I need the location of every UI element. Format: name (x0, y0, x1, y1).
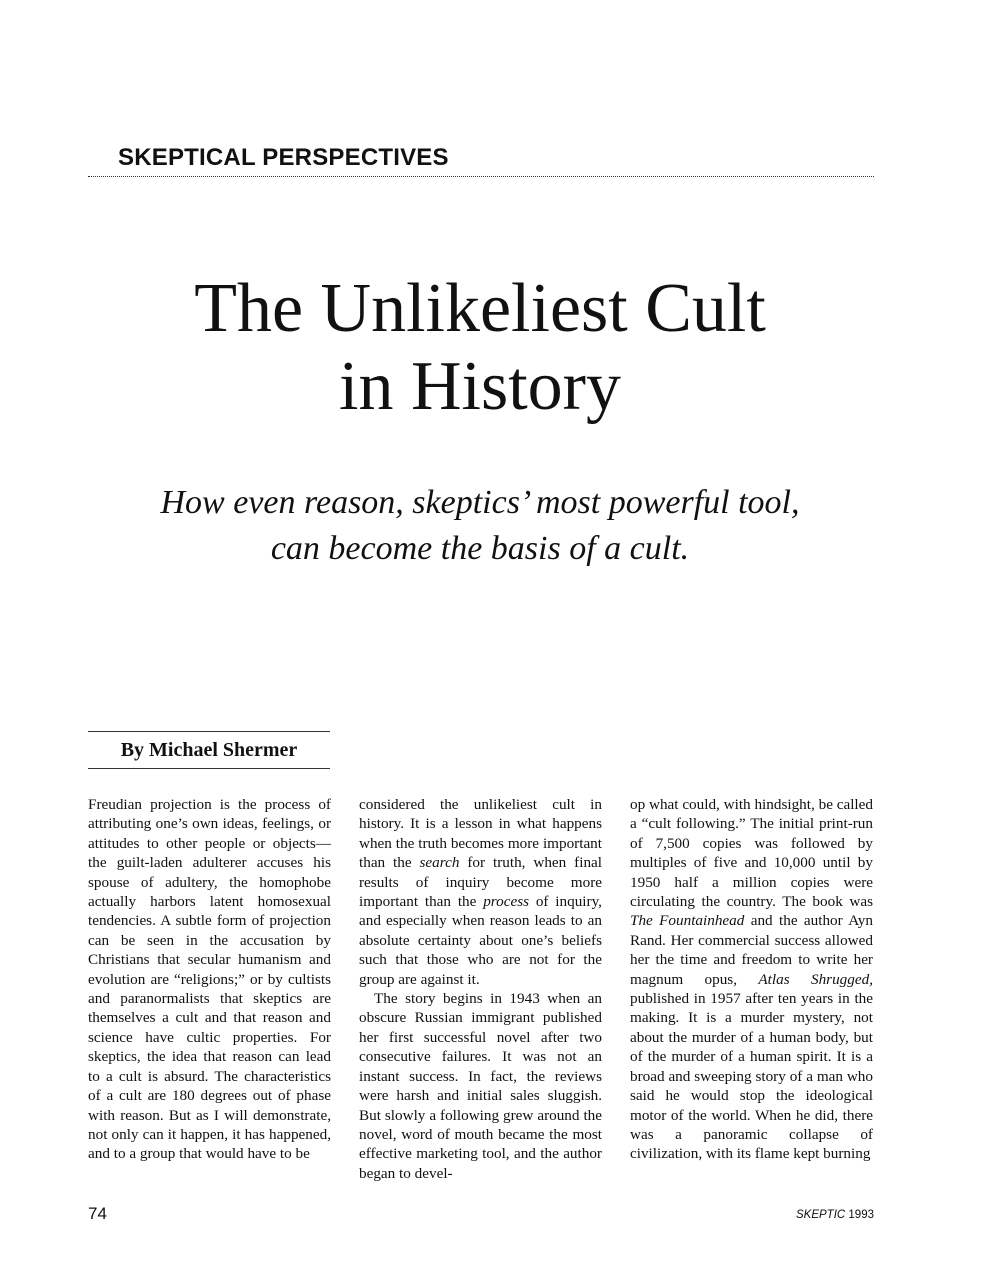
emphasis-process: process (483, 893, 530, 911)
magazine-name: SKEPTIC (795, 1209, 846, 1221)
article-title-line1: The Unlikeliest Cult (194, 270, 766, 347)
text-run: published in 1957 after ten years in the making. It is a murder mystery, not about the murder of a human body, but of the murder of a human spirit. It is a broad and sweeping story of a man who said he would stop the ideological motor of the world. When he did, there was a panoramic collapse of civilization, with its flame kept burning (630, 990, 873, 1163)
article-subtitle-line1: How even reason, skeptics’ most powerful tool, (160, 484, 800, 521)
book-title-fountainhead: The Fountainhead (630, 912, 745, 930)
paragraph (630, 795, 873, 1164)
paragraph (359, 795, 602, 989)
article-subtitle-line2: can become the basis of a cult. (270, 530, 690, 567)
byline: By Michael Shermer (88, 731, 330, 769)
body-column-1 (88, 795, 331, 1164)
text-run: considered the unlikeliest cult in history. It is a lesson in what happens when the truth becomes more important than the (359, 796, 602, 872)
text-run: and the author Ayn Rand. Her commercial success allowed her the time and freedom to write her magnum opus, (630, 912, 873, 988)
text-run: for truth, when final results of inquiry become more important than the (359, 854, 602, 911)
page-number: 74 (88, 1204, 107, 1223)
section-label: SKEPTICAL PERSPECTIVES (118, 144, 449, 171)
text-run: op what could, with hindsight, be called a “cult following.” The initial print-run of 7,500 copies was followed by multiples of five and 10,000 until by 1950 half a million copies were circulating the country. The book was (630, 796, 873, 911)
article-title-line2: in History (339, 348, 621, 425)
footer-credit (796, 1209, 874, 1221)
text-run: of inquiry, and especially when reason leads to an absolute certainty about one’s beliefs such that those who are not for the group are against it. (359, 893, 602, 988)
emphasis-search: search (419, 854, 460, 872)
book-title-atlas-shrugged: Atlas Shrugged, (758, 970, 873, 988)
body-column-2 (359, 795, 602, 1183)
article-title (80, 270, 880, 426)
article-subtitle (80, 480, 880, 572)
issue-year: 1993 (848, 1209, 874, 1221)
section-header (88, 144, 874, 177)
paragraph: The story begins in 1943 when an obscure Russian immigrant published her first successful novel after two consecutive failures. It was not an instant success. In fact, the reviews were harsh and initial sales sluggish. But slowly a following grew around the novel, word of mouth became the most effective marketing tool, and the author began to devel- (359, 990, 602, 1182)
paragraph: Freudian projection is the process of attributing one’s own ideas, feelings, or attitudes to other people or objects—the guilt-laden adulterer accuses his spouse of adultery, the homophobe actually harbors latent homosexual tendencies. A subtle form of projection can be seen in the accusation by Christians that secular humanism and evolution are “religions;” or by cultists and paranormalists that skeptics are themselves a cult and that reason and science have cultic properties. For skeptics, the idea that reason can lead to a cult is absurd. The characteristics of a cult are 180 degrees out of phase with reason. But as I will demonstrate, not only can it happen, it has happened, and to a group that would have to be (88, 796, 331, 1163)
body-column-3 (630, 795, 873, 1164)
